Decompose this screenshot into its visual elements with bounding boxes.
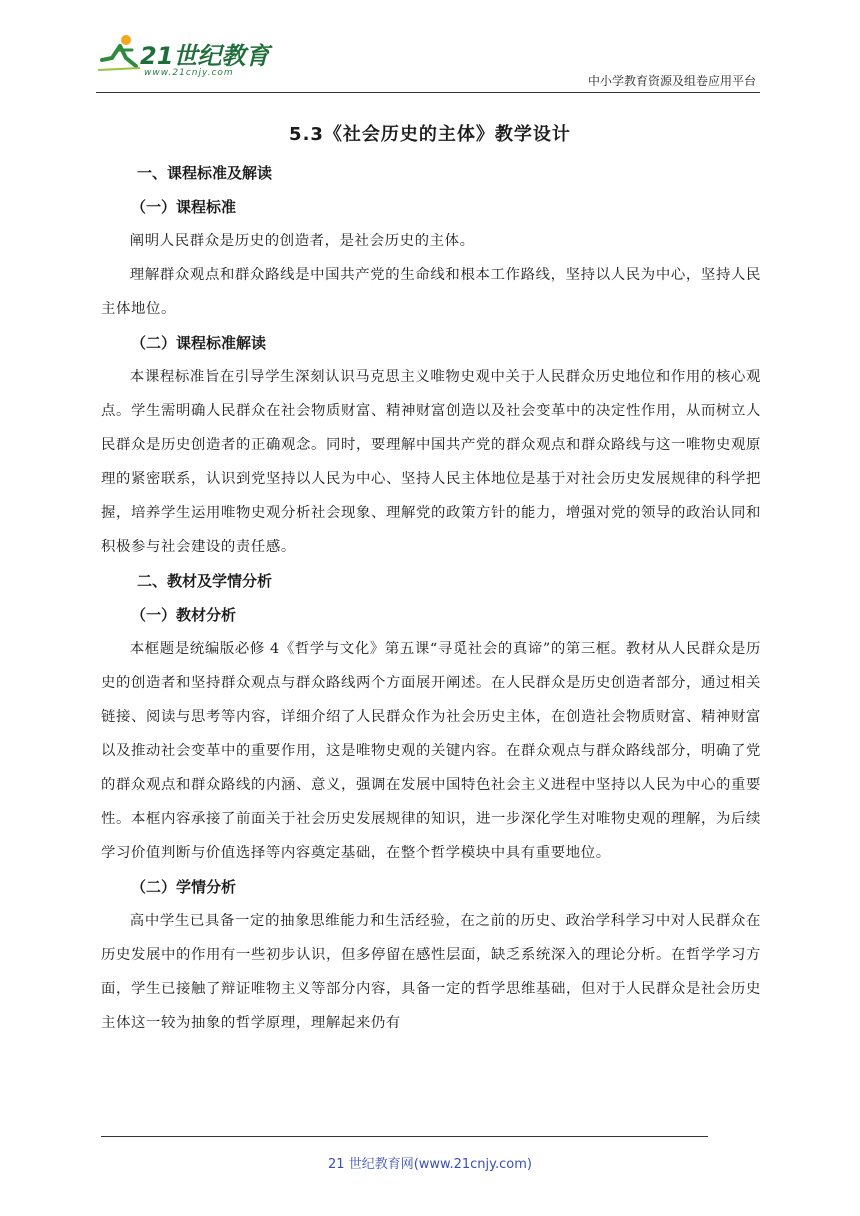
logo bbox=[96, 32, 270, 82]
subsection-heading-2-1: （一）教材分析 bbox=[131, 606, 237, 624]
document-body bbox=[101, 156, 761, 1040]
document-title: 5.3《社会历史的主体》教学设计 bbox=[289, 124, 571, 145]
section-heading-2: 二、教材及学情分析 bbox=[137, 572, 273, 590]
paragraph: 本课程标准旨在引导学生深刻认识马克思主义唯物史观中关于人民群众历史地位和作用的核心观点。学生需明确人民群众在社会物质财富、精神财富创造以及社会变革中的决定性作用，从而树立人民群众是历史创造者的正确观念。同时，要理解中国共产党的群众观点和群众路线与这一唯物史观原理的紧密联系，认识到党坚持以人民为中心、坚持人民主体地位是基于对社会历史发展规律的科学把握，培养学生运用唯物史观分析社会现象、理解党的政策方针的能力，增强对党的领导的政治认同和积极参与社会建设的责任感。 bbox=[101, 369, 761, 555]
footer-link[interactable]: 21 世纪教育网(www.21cnjy.com) bbox=[328, 1157, 532, 1172]
header-divider bbox=[96, 92, 760, 93]
footer-divider bbox=[101, 1136, 708, 1137]
runner-logo-icon bbox=[96, 32, 146, 76]
platform-name: 中小学教育资源及组卷应用平台 bbox=[587, 74, 756, 88]
subsection-heading-1-2: （二）课程标准解读 bbox=[131, 334, 267, 352]
subsection-heading-2-2: （二）学情分析 bbox=[131, 878, 237, 896]
paragraph: 理解群众观点和群众路线是中国共产党的生命线和根本工作路线，坚持以人民为中心，坚持人民主体地位。 bbox=[101, 267, 761, 317]
subsection-heading-1-1: （一）课程标准 bbox=[131, 198, 237, 216]
logo-url: www.21cnjy.com bbox=[144, 68, 234, 78]
paragraph: 阐明人民群众是历史的创造者，是社会历史的主体。 bbox=[129, 233, 475, 249]
section-heading-1: 一、课程标准及解读 bbox=[137, 164, 273, 182]
paragraph: 本框题是统编版必修 4《哲学与文化》第五课“寻觅社会的真谛”的第三框。教材从人民群众是历史的创造者和坚持群众观点与群众路线两个方面展开阐述。在人民群众是历史创造者部分，通过相关链接、阅读与思考等内容，详细介绍了人民群众作为社会历史主体，在创造社会物质财富、精神财富以及推动社会变革中的重要作用，这是唯物史观的关键内容。在群众观点与群众路线部分，明确了党的群众观点和群众路线的内涵、意义，强调在发展中国特色社会主义进程中坚持以人民为中心的重要性。本框内容承接了前面关于社会历史发展规律的知识，进一步深化学生对唯物史观的理解，为后续学习价值判断与价值选择等内容奠定基础，在整个哲学模块中具有重要地位。 bbox=[101, 641, 761, 861]
logo-text: 21世纪教育 bbox=[140, 42, 270, 70]
paragraph: 高中学生已具备一定的抽象思维能力和生活经验，在之前的历史、政治学科学习中对人民群众在历史发展中的作用有一些初步认识，但多停留在感性层面，缺乏系统深入的理论分析。在哲学学习方面，学生已接触了辩证唯物主义等部分内容，具备一定的哲学思维基础，但对于人民群众是社会历史主体这一较为抽象的哲学原理，理解起来仍有 bbox=[101, 913, 761, 1031]
page-header bbox=[96, 28, 760, 94]
